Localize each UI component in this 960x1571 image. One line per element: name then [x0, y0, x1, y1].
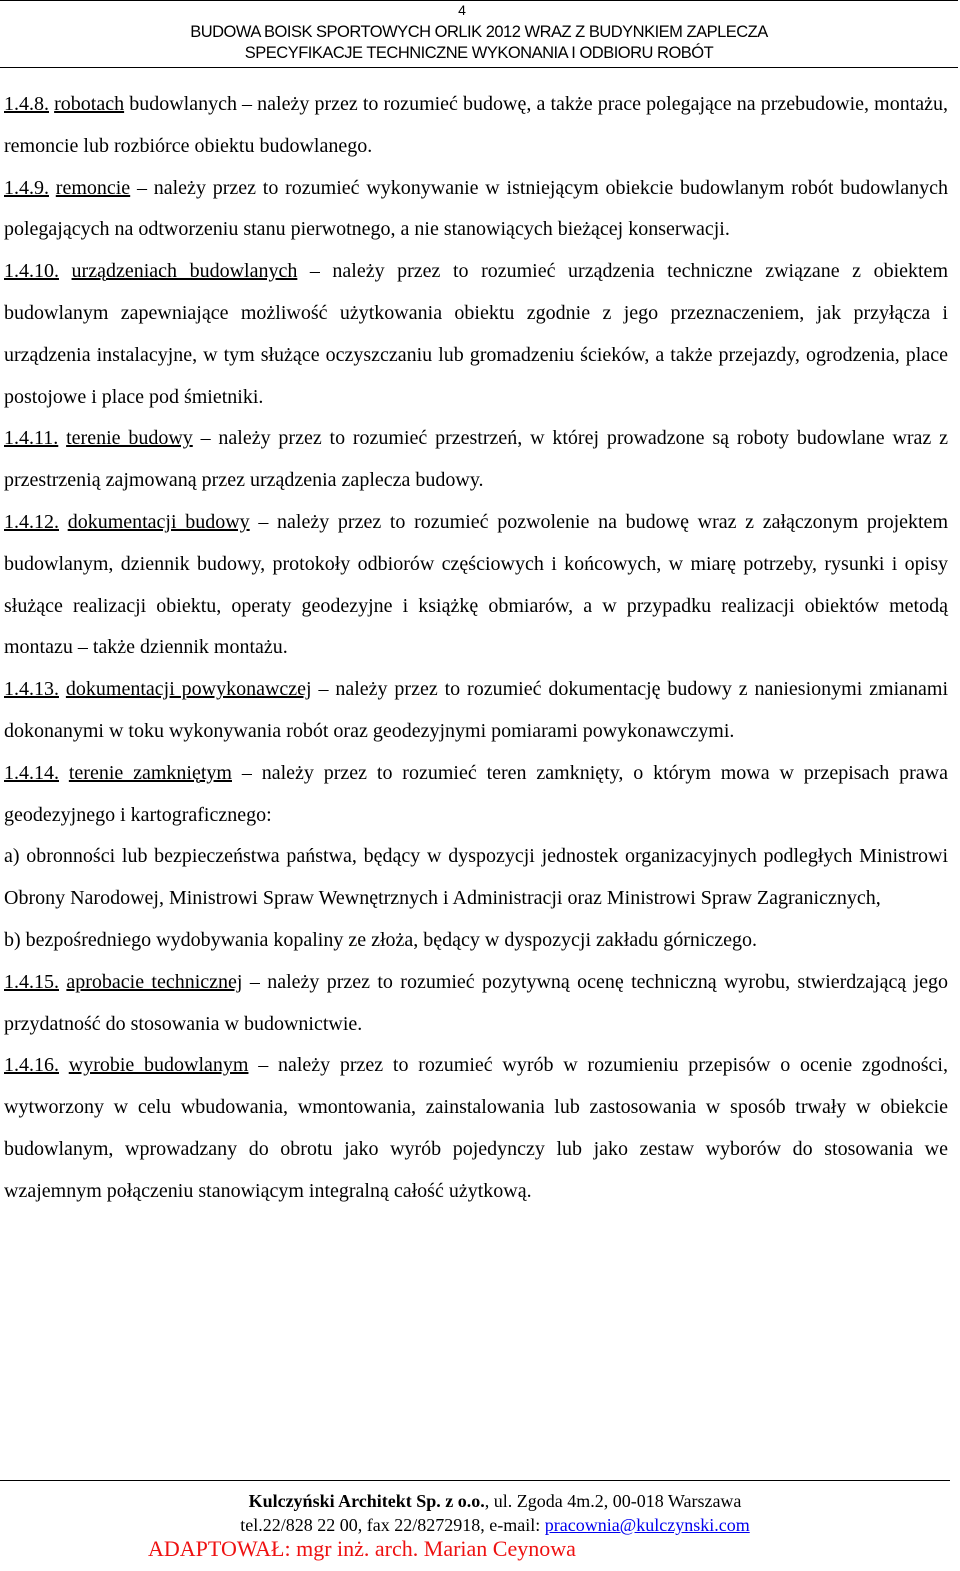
definition-number: 1.4.8. — [4, 93, 49, 115]
definition-term: urządzeniach budowlanych — [71, 260, 298, 283]
definition-term: robotach — [54, 93, 125, 115]
definition-text: – należy przez to rozumieć przestrzeń, w której prowadzone są roboty budowlane wraz z przestrzenią zajmowaną przez urządzenia zaplecza budowy. — [4, 427, 948, 492]
definition-number: 1.4.12. — [4, 510, 59, 533]
list-item-a — [4, 836, 948, 920]
definition-term: aprobacie technicznej — [66, 970, 243, 993]
document-header — [0, 22, 958, 64]
definition-paragraph — [4, 84, 948, 168]
definition-term: terenie budowy — [66, 427, 193, 450]
header-title: BUDOWA BOISK SPORTOWYCH ORLIK 2012 WRAZ Z BUDYNKIEM ZAPLECZA — [190, 23, 768, 41]
company-address: , ul. Zgoda 4m.2, 00-018 Warszawa — [484, 1491, 742, 1511]
definition-paragraph — [4, 502, 948, 669]
definition-term: dokumentacji powykonawczej — [65, 678, 312, 701]
definition-paragraph — [4, 753, 948, 837]
definition-term: remoncie — [55, 176, 131, 199]
list-item-b — [4, 920, 948, 962]
document-body — [4, 84, 948, 1213]
footer-company-line — [0, 1489, 960, 1513]
definition-paragraph — [4, 251, 948, 418]
footer-rule — [0, 1480, 950, 1481]
header-bottom-rule — [0, 67, 958, 68]
definition-term: wyrobie budowlanym — [68, 1054, 249, 1077]
definition-number: 1.4.13. — [4, 678, 59, 701]
document-footer — [0, 1489, 960, 1561]
definition-number: 1.4.15. — [4, 970, 59, 993]
definition-number: 1.4.16. — [4, 1054, 59, 1077]
company-name: Kulczyński Architekt Sp. z o.o. — [248, 1491, 485, 1511]
definition-text: – należy przez to rozumieć pozytywną ocenę techniczną wyrobu, stwierdzającą jego przydatność do stosowania w budownictwie. — [4, 970, 949, 1035]
footer-contact-line — [0, 1513, 960, 1537]
header-subtitle: SPECYFIKACJE TECHNICZNE WYKONANIA I ODBIORU ROBÓT — [244, 44, 714, 62]
definition-text: – należy przez to rozumieć urządzenia techniczne związane z obiektem budowlanym zapewniające możliwość użytkowania obiektu zgodnie z jego przeznaczeniem, jak przyłącza i urządzenia instalacyjne, w tym służące oczyszczaniu lub gromadzeniu ścieków, a także przejazdy, ogrodzenia, place postojowe i place pod śmietniki. — [4, 260, 948, 408]
definition-number: 1.4.14. — [4, 761, 59, 784]
definition-text: – należy przez to rozumieć wykonywanie w istniejącym obiekcie budowlanym robót budowlanych polegających na odtworzeniu stanu pierwotnego, a nie stanowiących bieżącej konserwacji. — [4, 176, 948, 241]
email-link[interactable]: pracownia@kulczynski.com — [544, 1515, 750, 1535]
definition-number: 1.4.9. — [4, 176, 49, 199]
definition-paragraph — [4, 962, 948, 1046]
definition-number: 1.4.11. — [4, 427, 59, 450]
definition-text: – należy przez to rozumieć teren zamknięty, o którym mowa w przepisach prawa geodezyjnego i kartograficznego: — [4, 761, 949, 826]
definition-paragraph — [4, 669, 948, 753]
definition-paragraph — [4, 168, 948, 252]
list-item-text: b) bezpośredniego wydobywania kopaliny ze złoża, będący w dyspozycji zakładu górniczego. — [4, 928, 758, 951]
definition-term: dokumentacji budowy — [67, 510, 250, 533]
page-number: 4 — [458, 2, 466, 18]
definition-text: budowlanych – należy przez to rozumieć budowę, a także prace polegające na przebudowie, montażu, remoncie lub rozbiórce obiektu budowlanego. — [4, 93, 948, 157]
definition-text: – należy przez to rozumieć dokumentację budowy z naniesionymi zmianami dokonanymi w toku wykonywania robót oraz geodezyjnymi pomiarami powykonawczymi. — [4, 678, 949, 742]
definition-paragraph — [4, 418, 948, 502]
header-top-rule — [0, 0, 958, 1]
definition-text: – należy przez to rozumieć pozwolenie na budowę wraz z załączonym projektem budowlanym, dziennik budowy, protokoły odbiorów częściowych i końcowych, w miarę potrzeby, rysunki i opisy służące realizacji obiektu, operaty geodezyjne i książkę obmiarów, a w przypadku realizacji obiektów metodą montazu – także dziennik montażu. — [4, 510, 948, 659]
list-item-text: a) obronności lub bezpieczeństwa państwa, będący w dyspozycji jednostek organizacyjnych podległych Ministrowi Obrony Narodowej, Ministrowi Spraw Wewnętrznych i Administracji oraz Ministrowi Spraw Zagranicznych, — [4, 845, 948, 910]
contact-info: tel.22/828 22 00, fax 22/8272918, e-mail: — [240, 1515, 545, 1535]
definition-number: 1.4.10. — [4, 260, 59, 283]
definition-term: terenie zamkniętym — [68, 761, 232, 784]
adapted-by-note: ADAPTOWAŁ: mgr inż. arch. Marian Ceynowa — [148, 1536, 576, 1561]
definition-paragraph — [4, 1045, 948, 1212]
definition-text: – należy przez to rozumieć wyrób w rozumieniu przepisów o ocenie zgodności, wytworzony w celu wbudowania, wmontowania, zainstalowania lub zastosowania w sposób trwały w obiekcie budowlanym, wprowadzany do obrotu jako wyrób pojedynczy lub jako zestaw wyborów do stosowania we wzajemnym połączeniu stanowiącym integralną całość użytkową. — [4, 1054, 948, 1202]
